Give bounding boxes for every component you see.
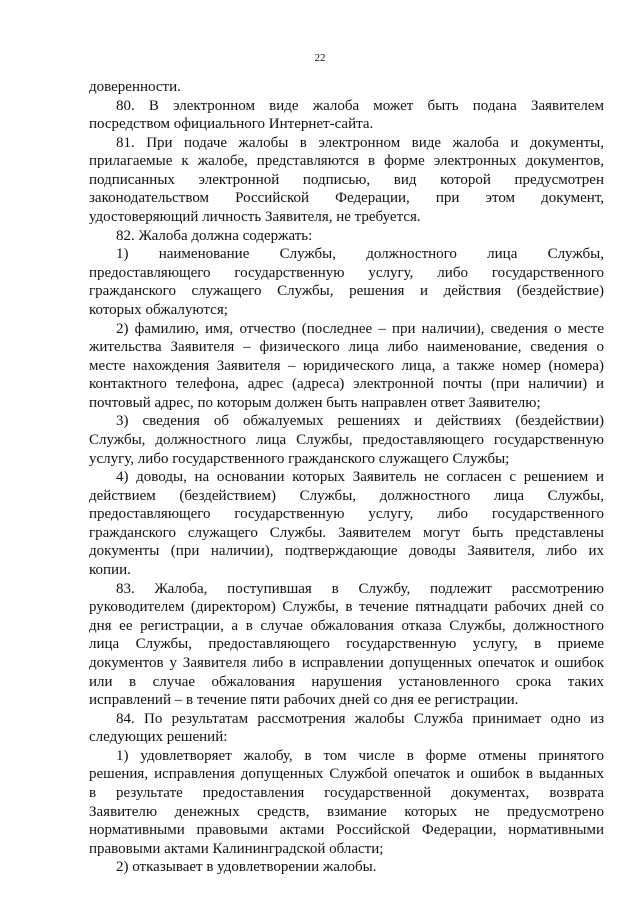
text-line: следующих решений: [89, 729, 228, 746]
text-line: документы (при наличии), подтверждающие доводы Заявителя, либо их [89, 543, 604, 560]
text-line: гражданского служащего Службы. Заявителем могут быть представлены [89, 524, 604, 541]
text-line: гражданского служащего Службы, решения и действия (бездействие) [89, 283, 604, 300]
text-line: 84. По результатам рассмотрения жалобы Служба принимает одно из [116, 710, 604, 727]
document-body [89, 78, 604, 877]
text-line: 1) удовлетворяет жалобу, в том числе в форме отмены принятого [116, 747, 604, 764]
text-line: 80. В электронном виде жалоба может быть подана Заявителем [116, 97, 604, 114]
text-line: 4) доводы, на основании которых Заявитель не согласен с решением и [116, 469, 604, 486]
text-line: нормативными правовыми актами Российской Федерации, нормативными [89, 822, 604, 839]
text-line: решения, исправления допущенных Службой опечаток и ошибок в выданных [89, 766, 604, 783]
text-line: лица Службы, предоставляющего государственную услугу, в приеме [89, 636, 604, 653]
text-line: доверенности. [89, 79, 181, 95]
text-line: 81. При подаче жалобы в электронном виде жалоба и документы, [116, 134, 604, 151]
text-line: или в случае обжалования нарушения установленного срока таких [89, 673, 604, 690]
text-line: посредством официального Интернет-сайта. [89, 116, 374, 133]
text-line: подписанных электронной подписью, вид которой предусмотрен [89, 171, 604, 188]
text-line: которых обжалуются; [89, 301, 228, 318]
text-line: 2) отказывает в удовлетворении жалобы. [116, 859, 377, 876]
text-line: контактного телефона, адрес (адреса) электронной почты (при наличии) и [89, 376, 604, 393]
text-line: удостоверяющий личность Заявителя, не требуется. [89, 209, 421, 226]
text-line: услугу, либо государственного гражданского служащего Службы; [89, 450, 510, 467]
text-line: в результате предоставления государственной документах, возврата [89, 784, 604, 801]
text-line: копии. [89, 562, 131, 579]
text-line: законодательством Российской Федерации, при этом документ, [89, 190, 604, 207]
text-line: Заявителю денежных средств, взимание которых не предусмотрено [89, 803, 604, 820]
text-line: документов у Заявителя либо в исправлении допущенных опечаток и ошибок [89, 654, 604, 671]
text-line: 1) наименование Службы, должностного лица Службы, [116, 246, 604, 263]
text-line: месте нахождения Заявителя – юридического лица, а также номер (номера) [89, 357, 604, 374]
text-line: 82. Жалоба должна содержать: [116, 227, 313, 244]
text-line: почтовый адрес, по которым должен быть направлен ответ Заявителю; [89, 394, 541, 411]
text-line: руководителем (директором) Службы, в течение пятнадцати рабочих дней со [89, 599, 604, 616]
page-number: 22 [314, 52, 326, 64]
text-line: 2) фамилию, имя, отчество (последнее – при наличии), сведения о месте [116, 320, 604, 337]
text-line: предоставляющего государственную услугу, либо государственного [89, 264, 604, 281]
text-line: 83. Жалоба, поступившая в Службу, подлежит рассмотрению [116, 580, 604, 597]
text-line: действием (бездействием) Службы, должностного лица Службы, [89, 487, 604, 504]
text-line: исправлений – в течение пяти рабочих дней со дня ее регистрации. [89, 692, 519, 709]
text-line: жительства Заявителя – физического лица либо наименование, сведения о [89, 339, 604, 356]
text-line: Службы, должностного лица Службы, предоставляющего государственную [89, 431, 604, 448]
text-line: правовыми актами Калининградской области; [89, 840, 384, 857]
text-line: 3) сведения об обжалуемых решениях и действиях (бездействии) [116, 413, 604, 430]
text-line: дня ее регистрации, а в случае обжалования отказа Службы, должностного [89, 617, 604, 634]
text-line: прилагаемые к жалобе, представляются в форме электронных документов, [89, 153, 604, 170]
text-line: предоставляющего государственную услугу, либо государственного [89, 506, 604, 523]
